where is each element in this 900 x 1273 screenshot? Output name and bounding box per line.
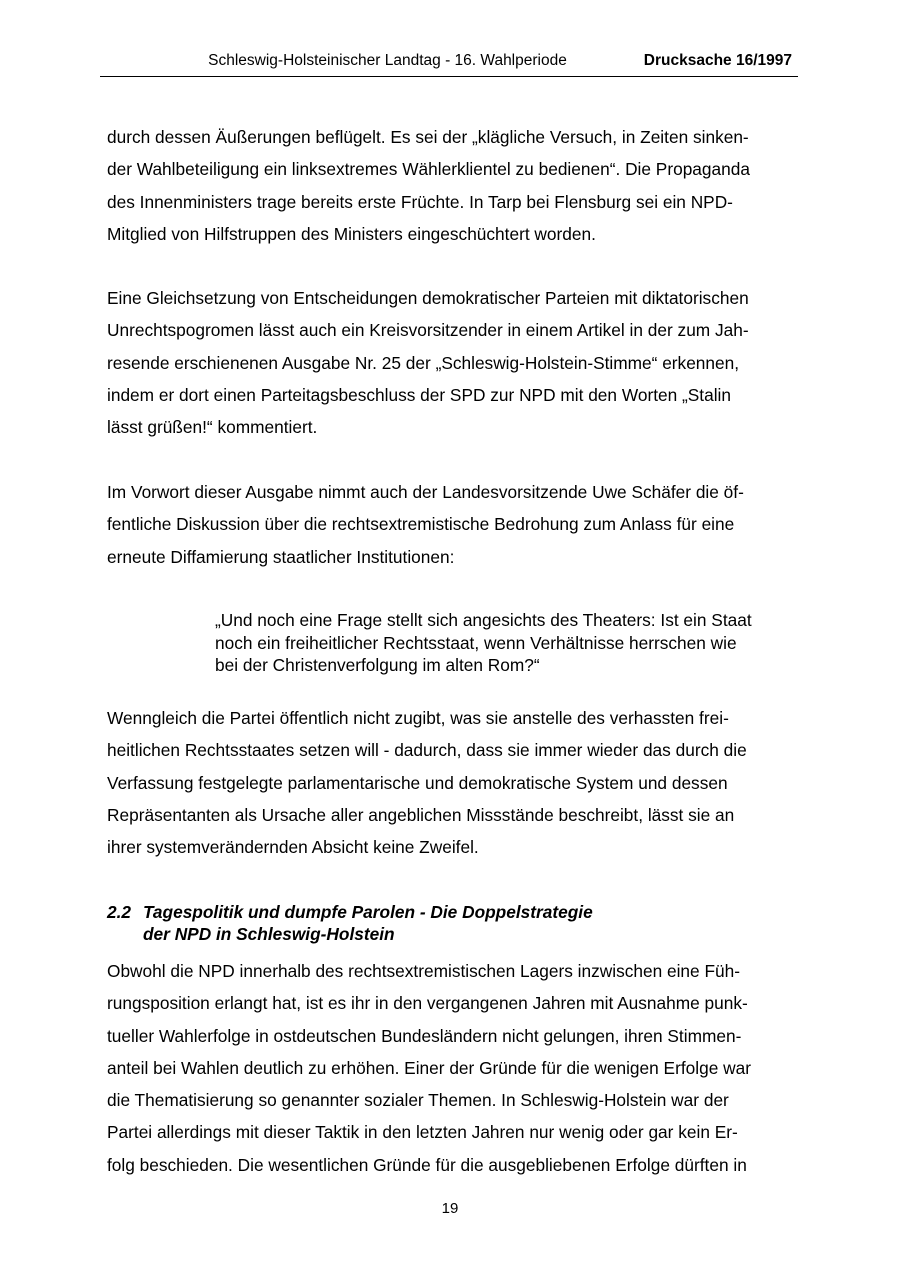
- section-number: 2.2: [107, 902, 132, 922]
- section-heading: [107, 901, 797, 945]
- paragraph-2: [107, 282, 797, 443]
- quote-line: bei der Christenverfolgung im alten Rom?“: [215, 655, 540, 675]
- section-title-line-2: der NPD in Schleswig-Holstein: [143, 924, 395, 944]
- paragraph-line: fentliche Diskussion über die rechtsextremistische Bedrohung zum Anlass für eine: [107, 514, 735, 535]
- paragraph-line: Partei allerdings mit dieser Taktik in den letzten Jahren nur wenig oder gar kein Er-: [107, 1122, 738, 1143]
- paragraph-line: Eine Gleichsetzung von Entscheidungen demokratischer Parteien mit diktatorischen: [107, 288, 749, 308]
- paragraph-4: [107, 702, 797, 863]
- paragraph-line: Obwohl die NPD innerhalb des rechtsextremistischen Lagers inzwischen eine Füh-: [107, 961, 740, 981]
- paragraph-line: anteil bei Wahlen deutlich zu erhöhen. Einer der Gründe für die wenigen Erfolge war: [107, 1057, 751, 1078]
- paragraph-line: Mitglied von Hilfstruppen des Ministers eingeschüchtert worden.: [107, 223, 596, 244]
- document-number: Drucksache 16/1997: [643, 52, 792, 69]
- paragraph-3: [107, 476, 797, 573]
- page-header: [100, 52, 798, 76]
- paragraph-line: erneute Diffamierung staatlicher Institutionen:: [107, 546, 455, 567]
- paragraph-line: Verfassung festgelegte parlamentarische und demokratische System und dessen: [107, 772, 728, 793]
- page-number: 19: [441, 1200, 459, 1217]
- paragraph-1: [107, 121, 797, 250]
- paragraph-line: Repräsentanten als Ursache aller angeblichen Missstände beschreibt, lässt sie an: [107, 804, 735, 825]
- paragraph-line: Im Vorwort dieser Ausgabe nimmt auch der Landesvorsitzende Uwe Schäfer die öf-: [107, 482, 744, 502]
- paragraph-line: die Thematisierung so genannter sozialer Themen. In Schleswig-Holstein war der: [107, 1090, 729, 1111]
- block-quote: [215, 609, 800, 677]
- paragraph-line: resende erschienenen Ausgabe Nr. 25 der „Schleswig-Holstein-Stimme“ erkennen,: [107, 352, 740, 373]
- paragraph-line: folg beschieden. Die wesentlichen Gründe für die ausgebliebenen Erfolge dürften in: [107, 1154, 747, 1175]
- paragraph-line: Wenngleich die Partei öffentlich nicht zugibt, was sie anstelle des verhassten frei-: [107, 708, 729, 728]
- paragraph-5: [107, 955, 797, 1181]
- paragraph-line: rungsposition erlangt hat, ist es ihr in den vergangenen Jahren mit Ausnahme punk-: [107, 993, 748, 1014]
- paragraph-line: des Innenministers trage bereits erste Früchte. In Tarp bei Flensburg sei ein NPD-: [107, 191, 733, 212]
- paragraph-line: durch dessen Äußerungen beflügelt. Es sei der „klägliche Versuch, in Zeiten sinken-: [107, 127, 749, 147]
- paragraph-line: ihrer systemverändernden Absicht keine Zweifel.: [107, 837, 479, 858]
- paragraph-line: tueller Wahlerfolge in ostdeutschen Bundesländern nicht gelungen, ihren Stimmen-: [107, 1025, 742, 1046]
- section-title-line-1: Tagespolitik und dumpfe Parolen - Die Doppelstrategie: [143, 902, 593, 922]
- paragraph-line: heitlichen Rechtsstaates setzen will - dadurch, dass sie immer wieder das durch die: [107, 740, 747, 761]
- paragraph-line: indem er dort einen Parteitagsbeschluss der SPD zur NPD mit den Worten „Stalin: [107, 384, 732, 405]
- header-title: Schleswig-Holsteinischer Landtag - 16. Wahlperiode: [208, 52, 567, 69]
- paragraph-line: lässt grüßen!“ kommentiert.: [107, 417, 318, 438]
- quote-line: noch ein freiheitlicher Rechtsstaat, wenn Verhältnisse herrschen wie: [215, 632, 737, 653]
- paragraph-line: der Wahlbeteiligung ein linksextremes Wählerklientel zu bedienen“. Die Propaganda: [107, 159, 750, 180]
- paragraph-line: Unrechtspogromen lässt auch ein Kreisvorsitzender in einem Artikel in der zum Jah-: [107, 320, 749, 341]
- quote-line: „Und noch eine Frage stellt sich angesichts des Theaters: Ist ein Staat: [215, 610, 752, 630]
- header-rule: [100, 76, 798, 77]
